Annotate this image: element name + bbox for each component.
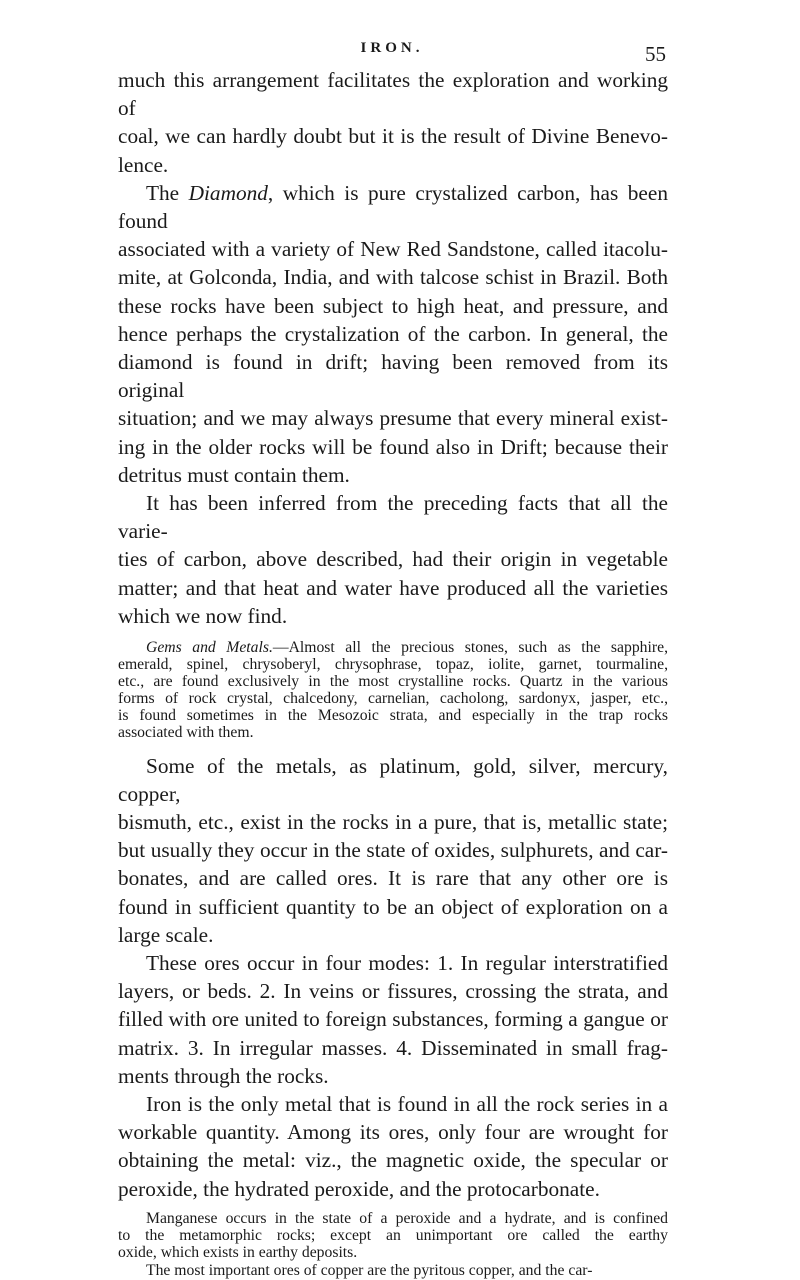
note-line: etc., are found exclusively in the most crystalline rocks. Quartz in the various (118, 672, 668, 690)
paragraph-metals (118, 752, 668, 949)
note-copper (118, 1263, 668, 1280)
text-line: hence perhaps the crystalization of the carbon. In general, the (118, 321, 668, 346)
text-fragment: —Almost all the precious stones, such as the sapphire, (272, 639, 668, 657)
note-line: to the metamorphic rocks; except an unimportant ore called the earthy (118, 1226, 668, 1244)
note-line: is found sometimes in the Mesozoic strata, and especially in the trap rocks (118, 706, 668, 724)
text-line: lence. (118, 152, 169, 177)
text-fragment: The (146, 180, 189, 205)
spacer (118, 742, 668, 752)
text-fragment: , which is pure crystalized carbon, has been found (118, 180, 668, 234)
text-line: which we now find. (118, 603, 288, 628)
note-line (118, 640, 668, 657)
paragraph-coal-benevolence (118, 66, 668, 179)
text-line: matrix. 3. In irregular masses. 4. Disseminated in small frag- (118, 1035, 668, 1060)
text-line (118, 179, 668, 235)
note-manganese (118, 1211, 668, 1262)
text-line: ties of carbon, above described, had their origin in vegetable (118, 547, 668, 572)
paragraph-carbon-origin (118, 489, 668, 630)
note-line: The most important ores of copper are the pyritous copper, and the car- (146, 1262, 593, 1280)
paragraph-iron (118, 1090, 668, 1203)
note-line: forms of rock crystal, chalcedony, carnelian, cacholong, sardonyx, jasper, etc., (118, 689, 668, 707)
page-header (118, 36, 666, 66)
text-line: peroxide, the hydrated peroxide, and the protocarbonate. (118, 1176, 600, 1201)
text-line: found in sufficient quantity to be an object of exploration on a (118, 894, 668, 919)
text-line: detritus must contain them. (118, 462, 350, 487)
text-line: workable quantity. Among its ores, only four are wrought for (118, 1120, 668, 1145)
text-line: large scale. (118, 922, 214, 947)
text-line: layers, or beds. 2. In veins or fissures, crossing the strata, and (118, 979, 668, 1004)
text-line: bismuth, etc., exist in the rocks in a pure, that is, metallic state; (118, 809, 668, 834)
running-head: IRON. (360, 40, 424, 56)
paragraph-ore-modes (118, 949, 668, 1090)
text-line: but usually they occur in the state of oxides, sulphurets, and car- (118, 838, 668, 863)
spacer (118, 1203, 668, 1211)
text-line: bonates, and are called ores. It is rare that any other ore is (118, 866, 668, 891)
note-line: associated with them. (118, 723, 254, 741)
note-line: Manganese occurs in the state of a peroxide and a hydrate, and is confined (146, 1209, 668, 1227)
text-line: associated with a variety of New Red Sandstone, called itacolu- (118, 237, 668, 262)
diamond-italic: Diamond (188, 180, 268, 205)
text-line: situation; and we may always presume that every mineral exist- (118, 406, 668, 431)
text-line: Iron is the only metal that is found in all the rock series in a (146, 1091, 668, 1116)
text-line: these rocks have been subject to high heat, and pressure, and (118, 293, 668, 318)
text-line: These ores occur in four modes: 1. In regular interstratified (146, 950, 668, 975)
page-body (118, 66, 668, 1280)
text-line: ing in the older rocks will be found also in Drift; because their (118, 434, 668, 459)
paragraph-diamond (118, 179, 668, 489)
text-line: much this arrangement facilitates the exploration and working of (118, 68, 668, 121)
text-line: obtaining the metal: viz., the magnetic oxide, the specular or (118, 1148, 668, 1173)
page-number: 55 (645, 42, 666, 66)
text-line: It has been inferred from the preceding facts that all the varie- (118, 491, 668, 544)
note-heading-italic: Gems and Metals. (146, 639, 273, 657)
text-line: Some of the metals, as platinum, gold, silver, mercury, copper, (118, 753, 668, 806)
text-line: diamond is found in drift; having been removed from its original (118, 350, 668, 403)
text-line: matter; and that heat and water have produced all the varieties (118, 575, 668, 600)
text-line: mite, at Golconda, India, and with talcose schist in Brazil. Both (118, 265, 668, 290)
note-gems-and-metals (118, 640, 668, 741)
text-line: ments through the rocks. (118, 1063, 329, 1088)
note-line: oxide, which exists in earthy deposits. (118, 1243, 358, 1261)
text-line: filled with ore united to foreign substances, forming a gangue or (118, 1007, 668, 1032)
note-line: emerald, spinel, chrysoberyl, chrysophrase, topaz, iolite, garnet, tourmaline, (118, 655, 668, 673)
text-line: coal, we can hardly doubt but it is the result of Divine Benevo- (118, 124, 668, 149)
